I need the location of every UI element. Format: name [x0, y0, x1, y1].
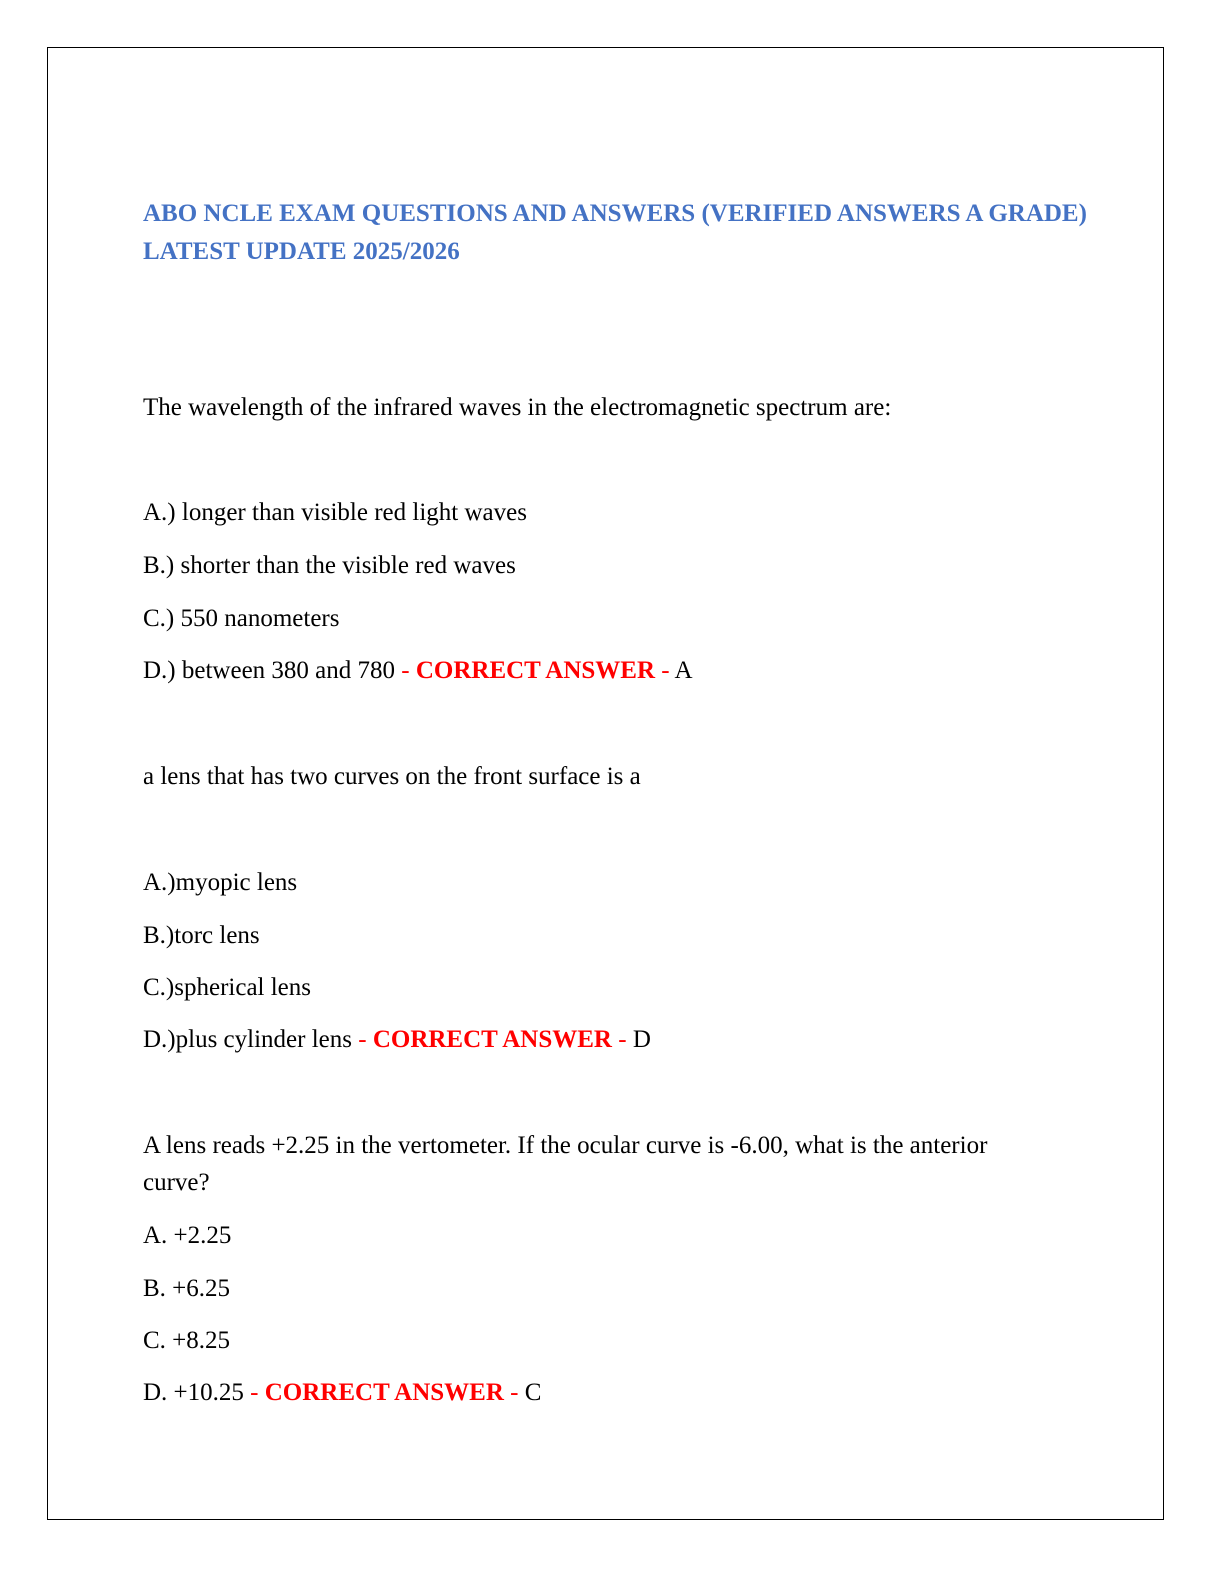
question-3-option-d-row: [143, 1374, 541, 1411]
question-1-option-a: A.) longer than visible red light waves: [143, 499, 527, 526]
question-2-prompt: a lens that has two curves on the front surface is a: [143, 763, 641, 790]
question-1-correct-answer: A: [674, 657, 693, 684]
question-1-option-b: B.) shorter than the visible red waves: [143, 552, 516, 579]
question-2-option-c: C.)spherical lens: [143, 974, 312, 1001]
answer-separator: -: [395, 657, 416, 684]
answer-separator: -: [503, 1379, 525, 1406]
question-2-option-d: D.)plus cylinder lens: [143, 1026, 352, 1053]
question-2-option-a: A.)myopic lens: [143, 869, 298, 896]
correct-answer-label: CORRECT ANSWER: [415, 657, 656, 684]
question-2-option-b: B.)torc lens: [143, 922, 260, 949]
answer-separator: -: [655, 657, 675, 684]
question-2-correct-answer: D: [632, 1026, 651, 1053]
correct-answer-label: CORRECT ANSWER: [372, 1026, 612, 1053]
question-1-option-c: C.) 550 nanometers: [143, 605, 340, 632]
question-1-option-d: D.) between 380 and 780: [143, 657, 396, 684]
correct-answer-label: CORRECT ANSWER: [264, 1379, 504, 1406]
question-3-option-a: A. +2.25: [143, 1222, 232, 1249]
question-3-option-b: B. +6.25: [143, 1275, 231, 1302]
question-3-option-d: D. +10.25: [143, 1379, 244, 1406]
document-title: ABO NCLE EXAM QUESTIONS AND ANSWERS (VERIFIED ANSWERS A GRADE) LATEST UPDATE 2025/2026: [143, 200, 1087, 265]
question-3-correct-answer: C: [524, 1379, 542, 1406]
question-3-prompt: A lens reads +2.25 in the vertometer. If the ocular curve is -6.00, what is the anterior curve?: [143, 1132, 988, 1196]
answer-separator: -: [612, 1026, 633, 1053]
question-1-option-d-row: [143, 652, 693, 689]
question-3-option-c: C. +8.25: [143, 1327, 231, 1354]
answer-separator: -: [243, 1379, 265, 1406]
question-1-prompt: The wavelength of the infrared waves in the electromagnetic spectrum are:: [143, 394, 892, 421]
answer-separator: -: [351, 1026, 373, 1053]
question-2-option-d-row: [143, 1021, 651, 1058]
